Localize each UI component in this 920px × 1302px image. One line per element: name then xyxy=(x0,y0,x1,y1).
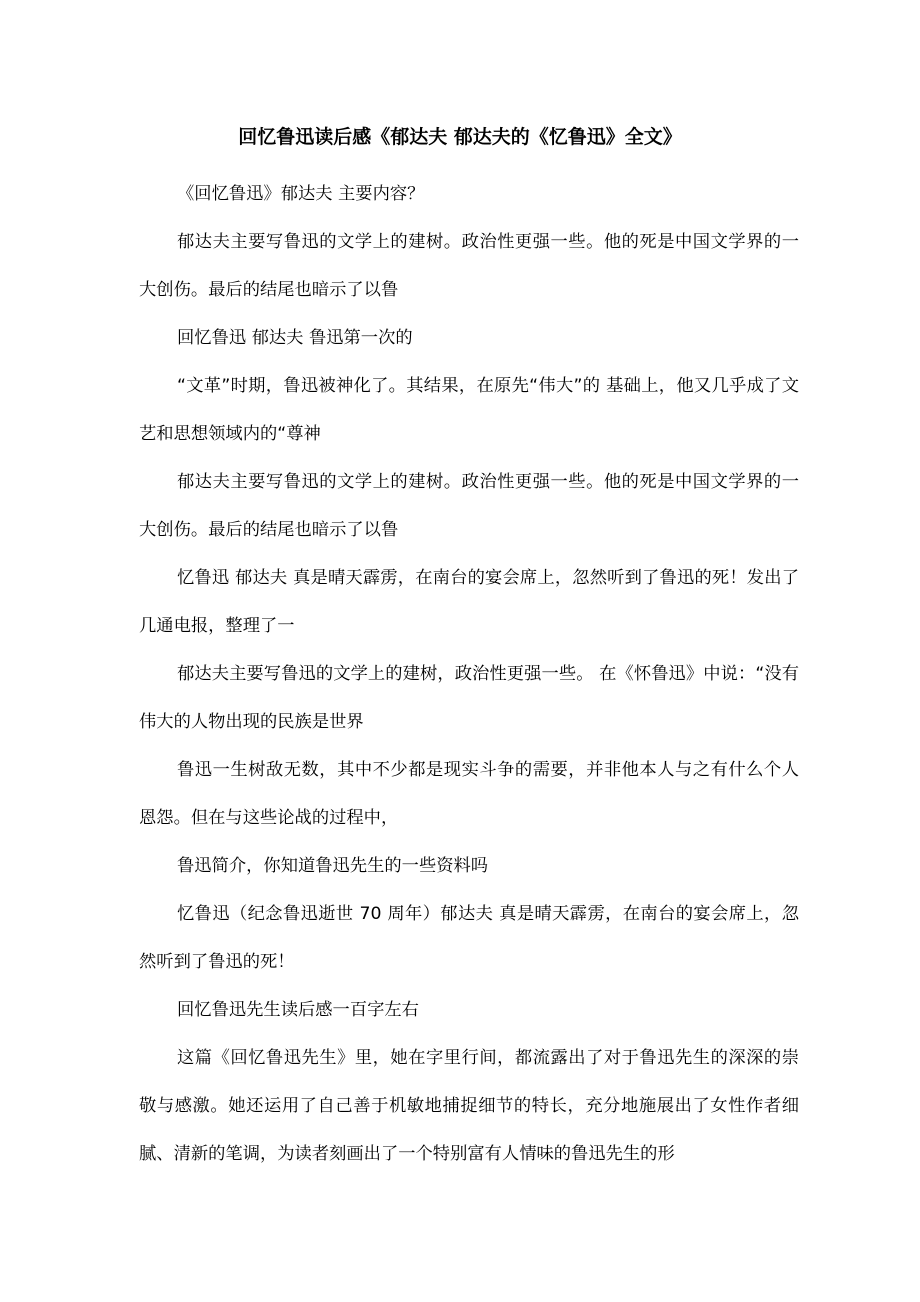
paragraph: 鲁迅一生树敌无数，其中不少都是现实斗争的需要，并非他本人与之有什么个人恩怨。但在与这些论战的过程中， xyxy=(139,760,799,828)
document-title: 回忆鲁迅读后感《郁达夫 郁达夫的《忆鲁迅》全文》 xyxy=(238,126,682,148)
paragraph: 郁达夫主要写鲁迅的文学上的建树。政治性更强一些。他的死是中国文学界的一大创伤。最后的结尾也暗示了以鲁 xyxy=(139,472,799,540)
paragraph: 忆鲁迅 郁达夫 真是晴天霹雳，在南台的宴会席上，忽然听到了鲁迅的死！发出了几通电报，整理了一 xyxy=(139,568,799,636)
document-body xyxy=(139,170,799,1178)
paragraph: “文革”时期，鲁迅被神化了。其结果，在原先“伟大”的 基础上，他又几乎成了文艺和思想领域内的“尊神 xyxy=(139,376,799,444)
paragraph: 这篇《回忆鲁迅先生》里，她在字里行间，都流露出了对于鲁迅先生的深深的崇敬与感激。她还运用了自己善于机敏地捕捉细节的特长，充分地施展出了女性作者细腻、清新的笔调，为读者刻画出了一个特别富有人情味的鲁迅先生的形 xyxy=(139,1048,799,1164)
paragraph: 郁达夫主要写鲁迅的文学上的建树。政治性更强一些。他的死是中国文学界的一大创伤。最后的结尾也暗示了以鲁 xyxy=(139,232,799,300)
paragraph: 回忆鲁迅先生读后感一百字左右 xyxy=(177,1000,419,1020)
paragraph: 郁达夫主要写鲁迅的文学上的建树，政治性更强一些。 在《怀鲁迅》中说：“没有伟大的人物出现的民族是世界 xyxy=(139,664,799,732)
paragraph: 《回忆鲁迅》郁达夫 主要内容？ xyxy=(177,184,425,204)
paragraph: 回忆鲁迅 郁达夫 鲁迅第一次的 xyxy=(177,328,413,348)
paragraph: 鲁迅简介，你知道鲁迅先生的一些资料吗 xyxy=(177,856,489,876)
paragraph: 忆鲁迅（纪念鲁迅逝世 70 周年）郁达夫 真是晴天霹雳，在南台的宴会席上，忽然听到了鲁迅的死！ xyxy=(139,904,799,972)
